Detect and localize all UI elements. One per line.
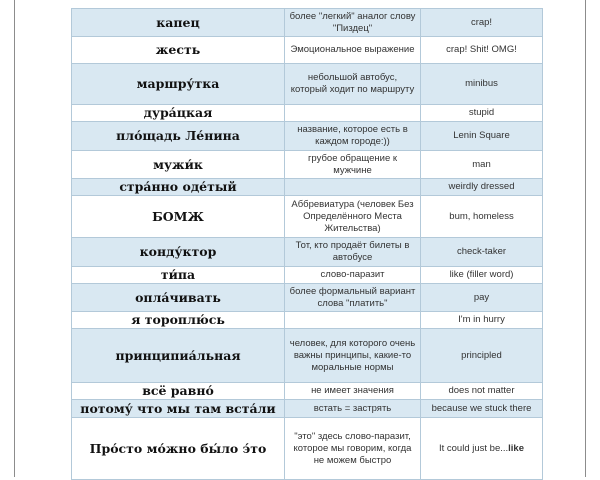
russian-explanation: Аббревиатура (человек Без Определённого Места Жительства)	[285, 196, 421, 238]
table-row	[72, 196, 543, 238]
english-translation: because we stuck there	[421, 400, 543, 418]
english-translation: Lenin Square	[421, 122, 543, 151]
english-translation: man	[421, 151, 543, 179]
russian-explanation: человек, для которого очень важны принципы, какие-то моральные нормы	[285, 329, 421, 383]
russian-explanation: Эмоциональное выражение	[285, 37, 421, 64]
russian-term: дура́цкая	[72, 105, 285, 122]
russian-term: БОМЖ	[72, 196, 285, 238]
table-row	[72, 151, 543, 179]
russian-explanation: слово-паразит	[285, 267, 421, 284]
english-translation-text: It could just be...	[438, 442, 509, 454]
english-translation: weirdly dressed	[421, 179, 543, 196]
english-translation: I'm in hurry	[421, 312, 543, 329]
table-row	[72, 9, 543, 37]
english-translation	[421, 418, 543, 480]
russian-explanation: название, которое есть в каждом городе:))	[285, 122, 421, 151]
russian-term: капец	[72, 9, 285, 37]
russian-term: опла́чивать	[72, 284, 285, 312]
table-row	[72, 312, 543, 329]
table-row	[72, 105, 543, 122]
table-row	[72, 267, 543, 284]
russian-term: стра́нно оде́тый	[72, 179, 285, 196]
english-translation: does not matter	[421, 383, 543, 400]
russian-explanation: небольшой автобус, который ходит по маршруту	[285, 64, 421, 105]
vocabulary-table	[71, 8, 543, 480]
page-border-left	[14, 0, 15, 477]
table-row	[72, 383, 543, 400]
russian-term: всё равно́	[72, 383, 285, 400]
russian-term: маршру́тка	[72, 64, 285, 105]
russian-explanation: встать = застрять	[285, 400, 421, 418]
russian-term: мужи́к	[72, 151, 285, 179]
table-row	[72, 329, 543, 383]
russian-explanation: более формальный вариант слова "платить"	[285, 284, 421, 312]
russian-explanation	[285, 105, 421, 122]
english-translation: crap! Shit! OMG!	[421, 37, 543, 64]
russian-term: Про́сто мо́жно бы́ло э́то	[72, 418, 285, 480]
russian-term: принципиа́льная	[72, 329, 285, 383]
russian-term: я тороплю́сь	[72, 312, 285, 329]
russian-term: жесть	[72, 37, 285, 64]
english-translation: pay	[421, 284, 543, 312]
english-translation-emphasis: like	[508, 442, 525, 454]
table-row	[72, 418, 543, 480]
english-translation: stupid	[421, 105, 543, 122]
russian-explanation: Тот, кто продаёт билеты в автобусе	[285, 238, 421, 267]
russian-term: конду́ктор	[72, 238, 285, 267]
english-translation: like (filler word)	[421, 267, 543, 284]
english-translation: minibus	[421, 64, 543, 105]
russian-explanation	[285, 179, 421, 196]
table-row	[72, 284, 543, 312]
table-row	[72, 400, 543, 418]
russian-term: пло́щадь Ле́нина	[72, 122, 285, 151]
table-row	[72, 238, 543, 267]
russian-term: потому́ что мы там вста́ли	[72, 400, 285, 418]
page-border-right	[585, 0, 586, 477]
russian-explanation: "это" здесь слово-паразит, которое мы говорим, когда не можем быстро	[285, 418, 421, 480]
russian-term: ти́па	[72, 267, 285, 284]
table-row	[72, 37, 543, 64]
table-row	[72, 179, 543, 196]
english-translation: crap!	[421, 9, 543, 37]
english-translation: bum, homeless	[421, 196, 543, 238]
russian-explanation	[285, 312, 421, 329]
table-row	[72, 64, 543, 105]
table-row	[72, 122, 543, 151]
russian-explanation: более "легкий" аналог слову "Пиздец"	[285, 9, 421, 37]
english-translation: check-taker	[421, 238, 543, 267]
english-translation: principled	[421, 329, 543, 383]
russian-explanation: не имеет значения	[285, 383, 421, 400]
russian-explanation: грубое обращение к мужчине	[285, 151, 421, 179]
